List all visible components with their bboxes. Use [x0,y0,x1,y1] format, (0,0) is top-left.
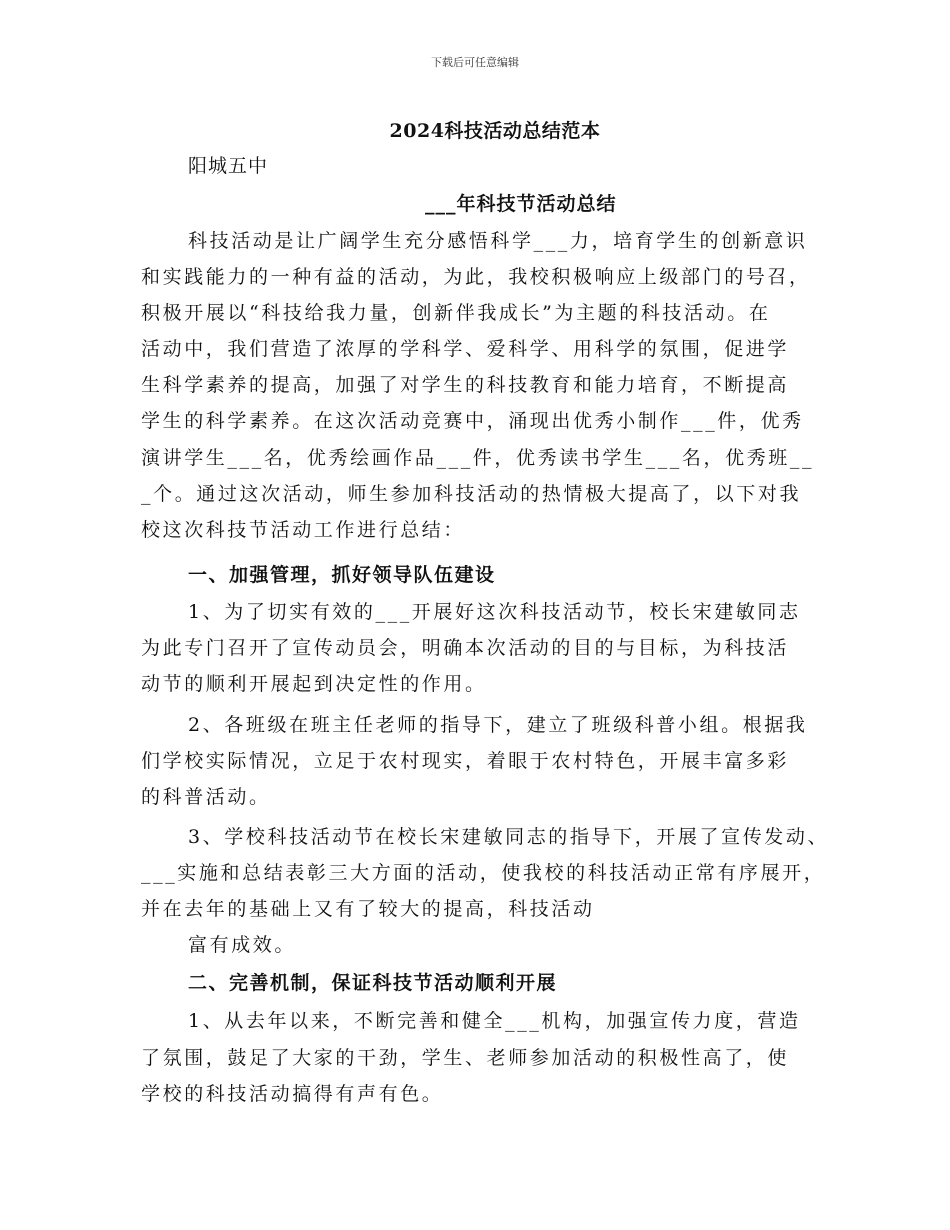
body-line: 3、学校科技活动节在校长宋建敏同志的指导下，开展了宣传发动、 [188,826,830,848]
body-line: 1、从去年以来，不断完善和健全___机构，加强宣传力度，营造 [188,1010,801,1032]
body-line: 学校的科技活动搞得有声有色。 [141,1083,444,1105]
section-heading-2: 二、完善机制，保证科技节活动顺利开展 [188,972,558,994]
header-note: 下载后可任意编辑 [431,56,519,69]
section-heading-1: 一、加强管理，抓好领导队伍建设 [188,564,496,586]
document-title: 2024科技活动总结范本 [389,120,601,142]
body-line: 并在去年的基础上又有了较大的提高，科技活动 [141,898,595,920]
body-line: 生科学素养的提高，加强了对学生的科技教育和能力培育，不断提高 [141,374,790,396]
body-line: 活动中，我们营造了浓厚的学科学、爱科学、用科学的氛围，促进学 [141,338,790,360]
body-line: _个。通过这次活动，师生参加科技活动的热情极大提高了，以下对我 [141,483,802,505]
body-line: 为此专门召开了宣传动员会，明确本次活动的目的与目标，为科技活 [141,637,790,659]
body-line: 动节的顺利开展起到决定性的作用。 [141,673,487,695]
school-name: 阳城五中 [188,155,269,177]
body-line: 和实践能力的一种有益的活动，为此，我校积极响应上级部门的号召， [141,266,811,288]
body-line: 了氛围，鼓足了大家的干劲，学生、老师参加活动的积极性高了，使 [141,1047,790,1069]
body-line: 们学校实际情况，立足于农村现实，着眼于农村特色，开展丰富多彩 [141,750,790,772]
body-line: 富有成效。 [188,934,297,956]
body-line: 校这次科技节活动工作进行总结： [141,519,466,541]
body-line: 学生的科学素养。在这次活动竞赛中，涌现出优秀小制作___件，优秀 [141,410,804,432]
body-line: 科技活动是让广阔学生充分感悟科学___力，培育学生的创新意识 [188,230,808,252]
body-line: 演讲学生___名，优秀绘画作品___件，优秀读书学生___名，优秀班__ [141,447,815,469]
body-line: 的科普活动。 [141,786,271,808]
body-line: ___实施和总结表彰三大方面的活动，使我校的科技活动正常有序展开， [141,862,826,884]
section-subtitle: ___年科技节活动总结 [425,193,617,215]
body-line: 2、各班级在班主任老师的指导下，建立了班级科普小组。根据我 [188,714,808,736]
body-line: 积极开展以“科技给我力量，创新伴我成长”为主题的科技活动。在 [141,302,771,324]
body-line: 1、为了切实有效的___开展好这次科技活动节，校长宋建敏同志 [188,601,801,623]
